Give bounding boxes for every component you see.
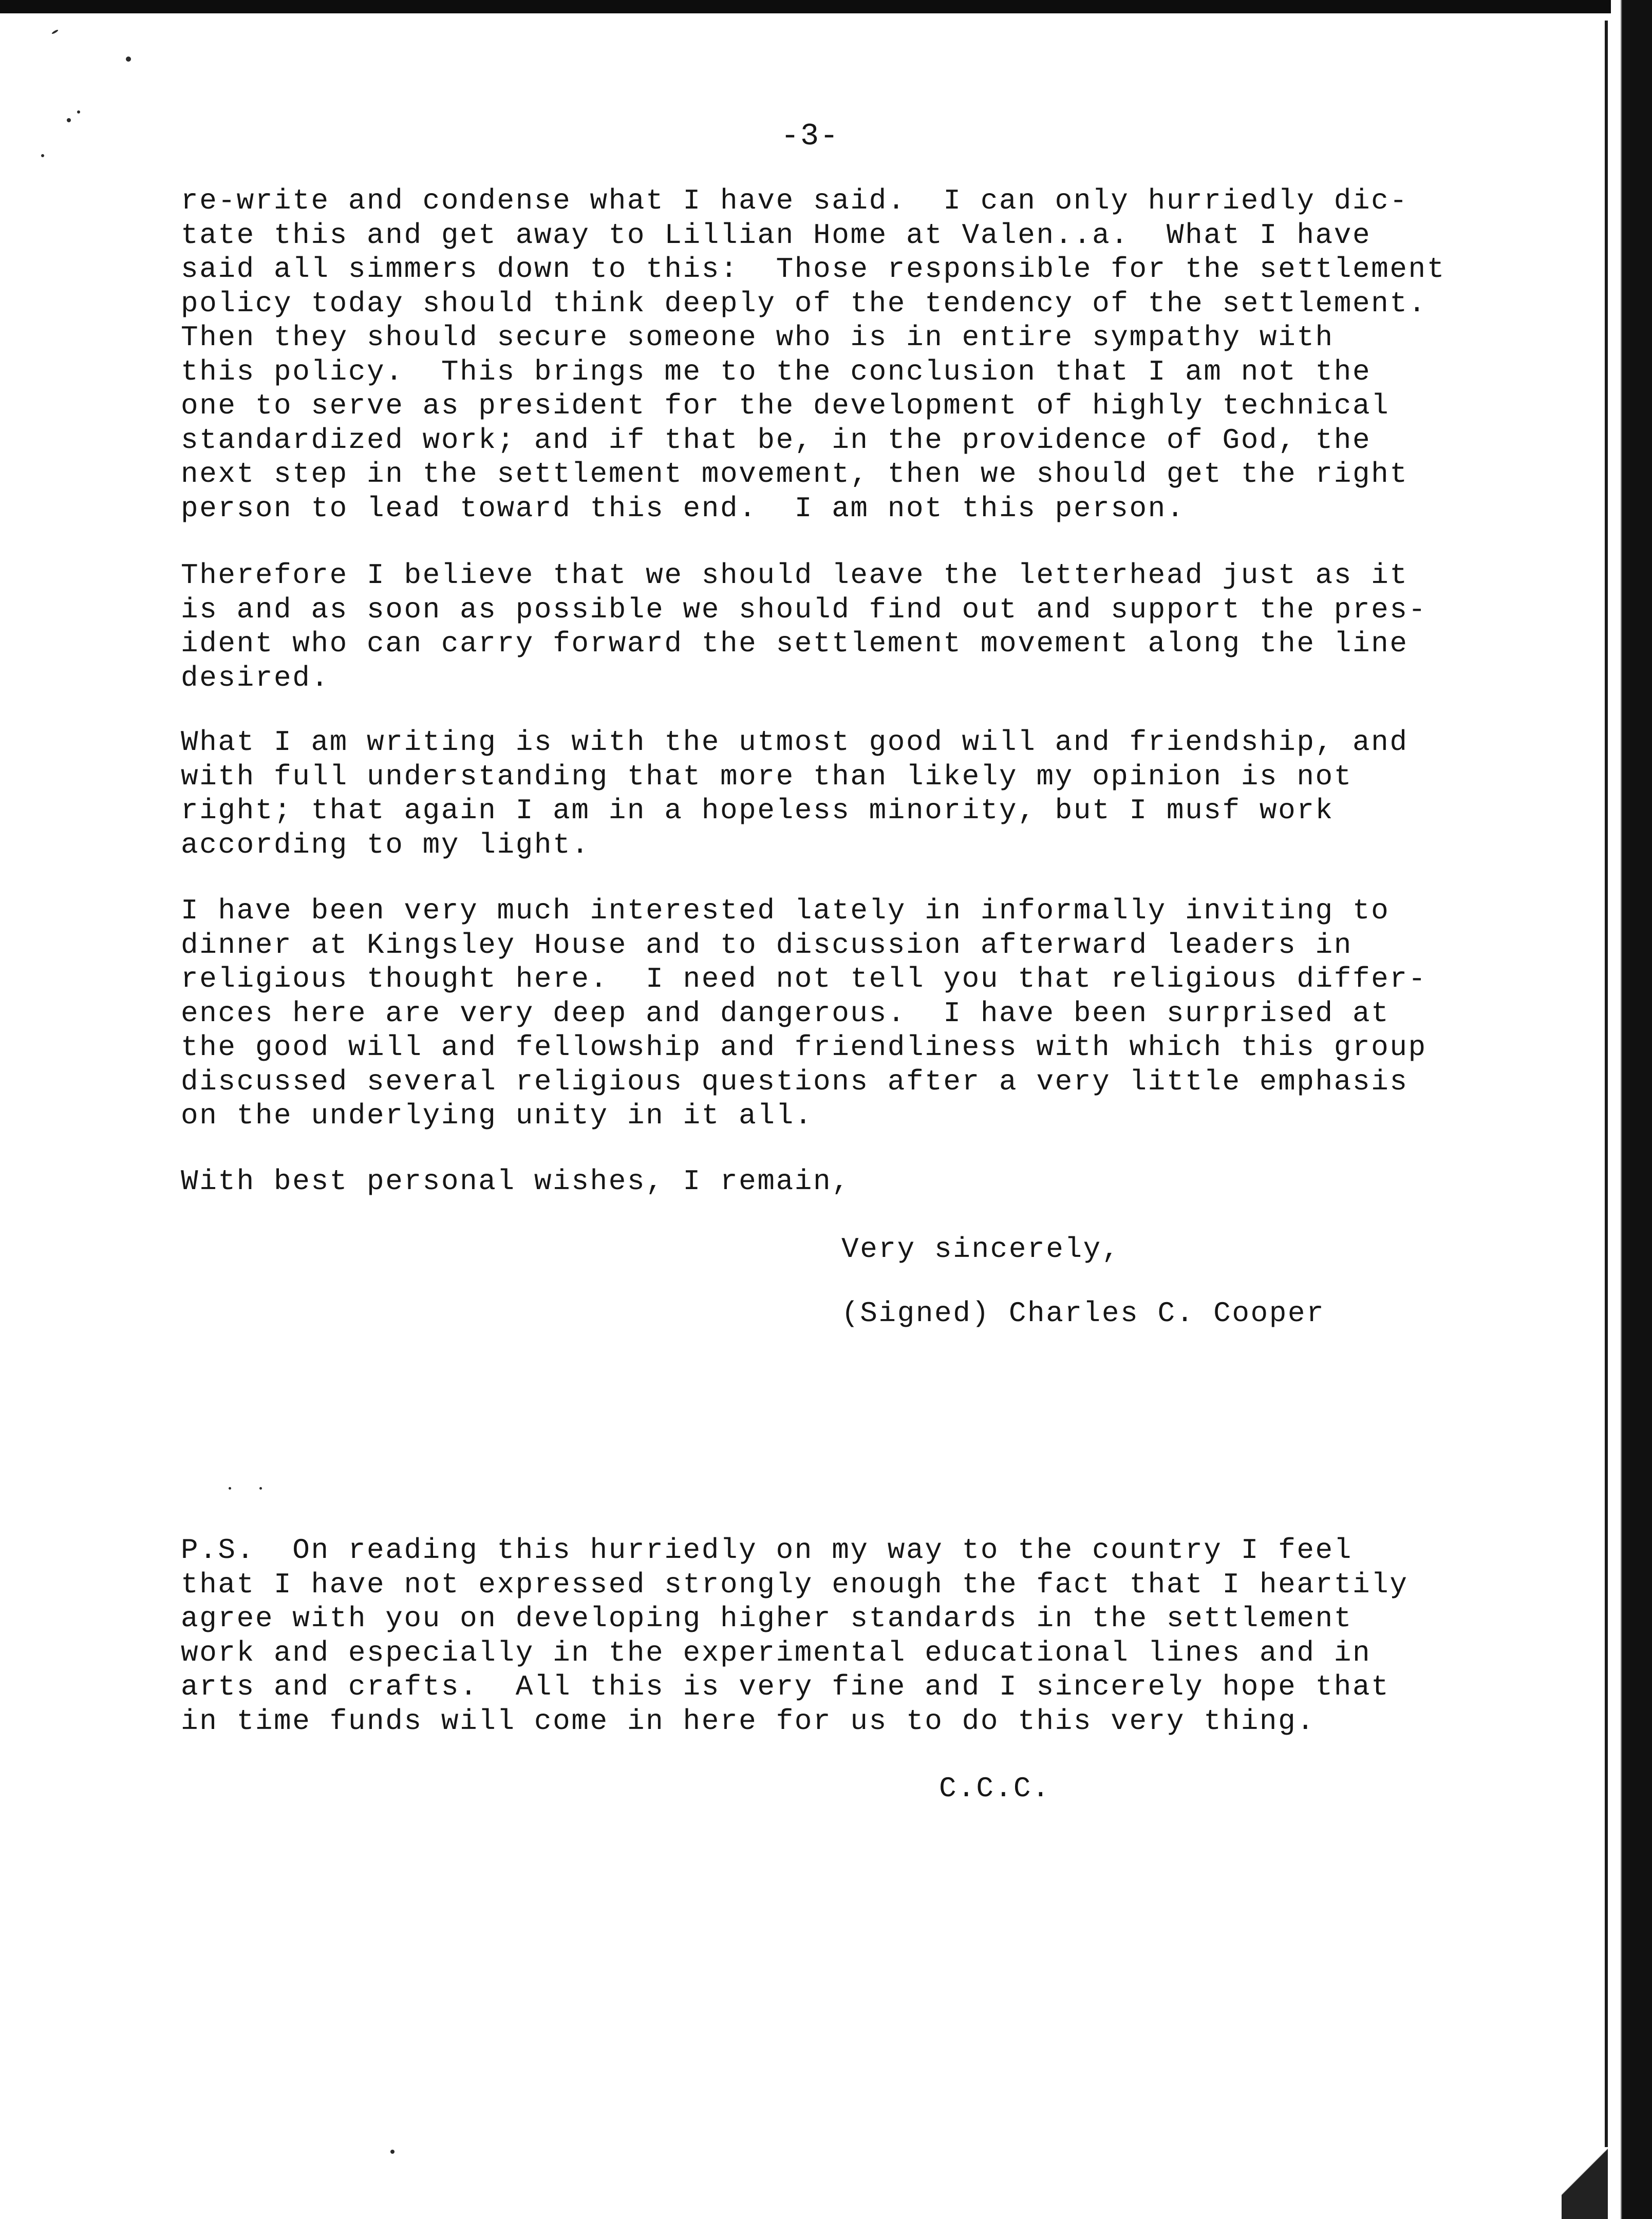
letter-paragraph: Therefore I believe that we should leave the letterhead just as it is and as soon as possible we should find out and support the pres- ident who can carry forward the settlement movement along the line desired. <box>181 559 1427 694</box>
scan-border-top <box>0 0 1652 13</box>
letter-paragraph: With best personal wishes, I remain, <box>181 1165 851 1198</box>
signature-line: (Signed) Charles C. Cooper <box>841 1297 1325 1330</box>
page-number: -3- <box>781 119 840 154</box>
scan-smudge <box>77 110 80 114</box>
valediction: Very sincerely, <box>841 1233 1121 1266</box>
scan-border-corner <box>1562 2147 1608 2219</box>
scan-edge-line <box>1605 21 1608 2214</box>
letter-paragraph: re-write and condense what I have said. I can only hurriedly dic- tate this and get away to Lillian Home at Valen..a. What I have said all simmers down to this: Those responsible for the settlement policy today should think deeply of the tendency of the settlement. Then they should secure someone who is in entire sympathy with this policy. This brings me to the conclusion that I am not the one to serve as president for the development of highly technical standardized work; and if that be, in the providence of God, the next step in the settlement movement, then we should get the right person to lead toward this end. I am not this person. <box>181 184 1446 525</box>
postscript: P.S. On reading this hurriedly on my way to the country I feel that I have not expressed strongly enough the fact that I heartily agree with you on developing higher standards in the settlement work and especially in the experimental educational lines and in arts and crafts. All this is very fine and I sincerely hope that in time funds will come in here for us to do this very thing. <box>181 1534 1409 1738</box>
scan-border-right <box>1611 0 1652 2219</box>
initials: C.C.C. <box>939 1772 1051 1805</box>
scan-smudge <box>126 57 131 62</box>
letter-paragraph: What I am writing is with the utmost good will and friendship, and with full understanding that more than likely my opinion is not right; that again I am in a hopeless minority, but I musf work according to my light. <box>181 726 1409 861</box>
scan-smudge <box>41 154 44 157</box>
scan-smudge <box>390 2150 395 2154</box>
scan-smudge <box>229 1487 231 1490</box>
scan-smudge <box>259 1487 262 1490</box>
scan-smudge <box>67 118 71 122</box>
scan-smudge <box>51 29 59 34</box>
letter-paragraph: I have been very much interested lately in informally inviting to dinner at Kingsley House and to discussion afterward leaders in religious thought here. I need not tell you that religious differ- ences here are very deep and dangerous. I have been surprised at the good will and fellowship and friendliness with which this group discussed several religious questions after a very little emphasis on the underlying unity in it all. <box>181 894 1427 1132</box>
